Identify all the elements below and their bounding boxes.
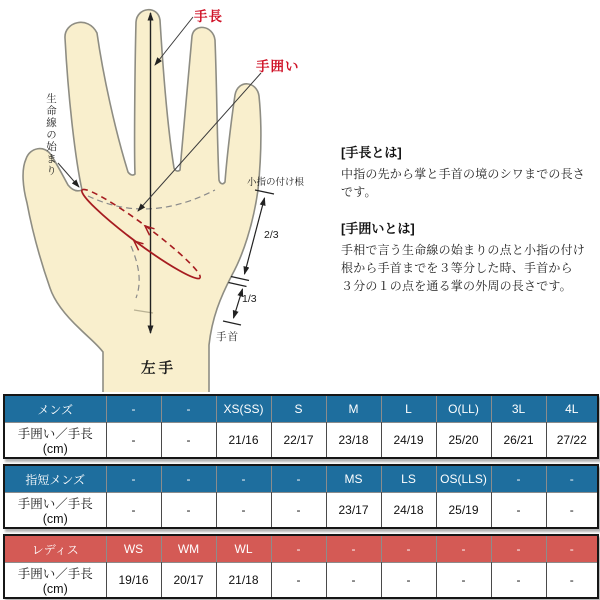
size-header-cell: - bbox=[546, 535, 598, 563]
size-header-cell: WS bbox=[106, 535, 161, 563]
row-label-cell: 手囲い／手長(cm) bbox=[4, 563, 106, 599]
definitions-block bbox=[341, 144, 599, 314]
size-header-cell: - bbox=[106, 465, 161, 493]
size-value-cell: 22/17 bbox=[271, 423, 326, 459]
size-header-cell: - bbox=[161, 465, 216, 493]
size-value-cell: - bbox=[271, 493, 326, 529]
definition-line: 根から手首までを３等分した時、手首から bbox=[341, 261, 573, 275]
size-value-cell: - bbox=[161, 423, 216, 459]
hand-length-definition bbox=[341, 144, 599, 201]
size-header-cell: - bbox=[326, 535, 381, 563]
size-header-cell: WM bbox=[161, 535, 216, 563]
size-header-cell: - bbox=[436, 535, 491, 563]
definition-heading: [手長とは] bbox=[341, 145, 402, 160]
lifeline-start-label: 生命線の始まり bbox=[45, 93, 57, 177]
size-header-cell: - bbox=[161, 395, 216, 423]
size-header-cell: S bbox=[271, 395, 326, 423]
table-value-row bbox=[4, 563, 598, 599]
size-value-cell: - bbox=[381, 563, 436, 599]
size-value-cell: 25/19 bbox=[436, 493, 491, 529]
size-header-cell: O(LL) bbox=[436, 395, 491, 423]
size-header-cell: - bbox=[381, 535, 436, 563]
size-value-cell: - bbox=[106, 493, 161, 529]
dim-tick-division-b bbox=[229, 283, 247, 287]
size-header-cell: XS(SS) bbox=[216, 395, 271, 423]
size-header-cell: - bbox=[491, 535, 546, 563]
pinky-base-label: 小指の付け根 bbox=[247, 177, 305, 188]
table-title-cell: レディス bbox=[4, 535, 106, 563]
definition-line: 中指の先から掌と手首の境のシワまでの長さ bbox=[341, 167, 586, 181]
table-header-row bbox=[4, 395, 598, 423]
hand-length-label: 手長 bbox=[194, 9, 223, 24]
size-value-cell: 19/16 bbox=[106, 563, 161, 599]
table-title-cell: 指短メンズ bbox=[4, 465, 106, 493]
hand-circumference-label: 手囲い bbox=[256, 59, 300, 74]
dim-tick-division-a bbox=[231, 277, 249, 281]
size-value-cell: - bbox=[271, 563, 326, 599]
size-header-cell: WL bbox=[216, 535, 271, 563]
row-label-cell: 手囲い／手長(cm) bbox=[4, 493, 106, 529]
size-value-cell: - bbox=[106, 423, 161, 459]
size-value-cell: - bbox=[491, 493, 546, 529]
size-value-cell: 24/18 bbox=[381, 493, 436, 529]
size-value-cell: 23/17 bbox=[326, 493, 381, 529]
wrist-label: 手首 bbox=[216, 331, 239, 343]
size-header-cell: 4L bbox=[546, 395, 598, 423]
size-header-cell: - bbox=[271, 535, 326, 563]
row-label-cell: 手囲い／手長(cm) bbox=[4, 423, 106, 459]
size-value-cell: - bbox=[491, 563, 546, 599]
size-header-cell: L bbox=[381, 395, 436, 423]
size-table-short-finger-mens bbox=[3, 464, 597, 529]
table-value-row bbox=[4, 423, 598, 459]
table-title-cell: メンズ bbox=[4, 395, 106, 423]
definition-line: 手相で言う生命線の始まりの点と小指の付け bbox=[341, 243, 586, 257]
size-header-cell: MS bbox=[326, 465, 381, 493]
size-header-cell: - bbox=[271, 465, 326, 493]
size-header-cell: M bbox=[326, 395, 381, 423]
size-header-cell: - bbox=[216, 465, 271, 493]
size-value-cell: 27/22 bbox=[546, 423, 598, 459]
table-header-row bbox=[4, 465, 598, 493]
size-header-cell: - bbox=[546, 465, 598, 493]
hand-circumference-definition bbox=[341, 220, 599, 295]
size-value-cell: 21/16 bbox=[216, 423, 271, 459]
two-thirds-label: 2/3 bbox=[264, 229, 279, 241]
size-value-cell: 25/20 bbox=[436, 423, 491, 459]
size-header-cell: LS bbox=[381, 465, 436, 493]
one-third-label: 1/3 bbox=[242, 293, 257, 305]
dim-tick-bottom bbox=[223, 321, 241, 325]
size-value-cell: - bbox=[546, 493, 598, 529]
size-header-cell: 3L bbox=[491, 395, 546, 423]
definition-heading: [手囲いとは] bbox=[341, 221, 415, 236]
size-value-cell: - bbox=[436, 563, 491, 599]
size-header-cell: - bbox=[491, 465, 546, 493]
table-value-row bbox=[4, 493, 598, 529]
size-value-cell: 26/21 bbox=[491, 423, 546, 459]
left-hand-label: 左手 bbox=[141, 361, 176, 377]
size-value-cell: 21/18 bbox=[216, 563, 271, 599]
size-value-cell: 20/17 bbox=[161, 563, 216, 599]
definition-line: ３分の１の点を通る掌の外周の長さです。 bbox=[341, 279, 572, 293]
definition-line: です。 bbox=[341, 185, 377, 199]
size-value-cell: - bbox=[161, 493, 216, 529]
size-value-cell: - bbox=[326, 563, 381, 599]
size-value-cell: 24/19 bbox=[381, 423, 436, 459]
size-value-cell: - bbox=[546, 563, 598, 599]
size-table-ladies bbox=[3, 534, 597, 599]
size-value-cell: - bbox=[216, 493, 271, 529]
size-value-cell: 23/18 bbox=[326, 423, 381, 459]
size-header-cell: - bbox=[106, 395, 161, 423]
table-header-row bbox=[4, 535, 598, 563]
size-table-mens bbox=[3, 394, 597, 459]
size-header-cell: OS(LLS) bbox=[436, 465, 491, 493]
